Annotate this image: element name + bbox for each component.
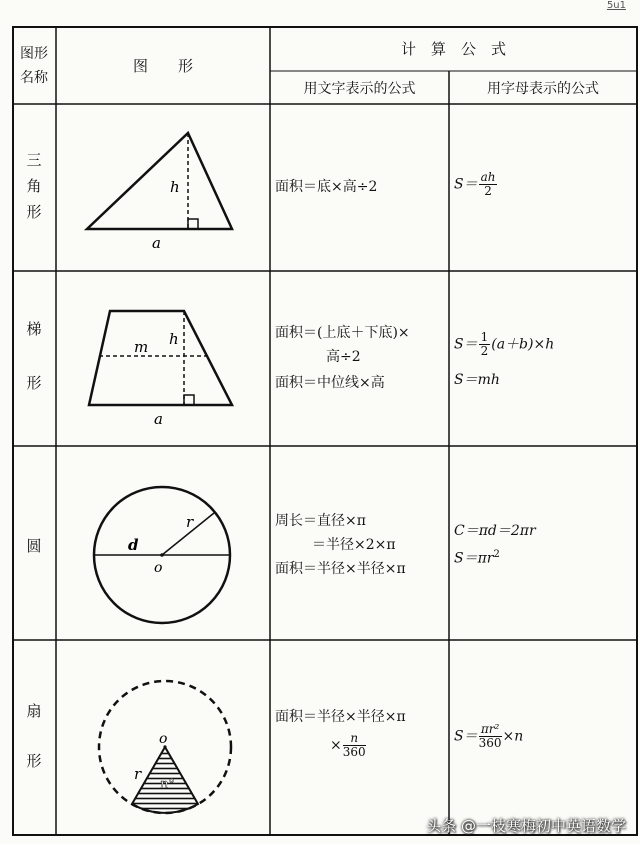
trapezoid-letter-lhs: S＝ bbox=[454, 336, 478, 353]
trapezoid-letter-rest: (a＋b)×h bbox=[491, 336, 555, 353]
trapezoid-text-line3: 面积＝中位线×高 bbox=[275, 375, 385, 391]
triangle-name-char1: 三 bbox=[26, 151, 42, 169]
triangle-label-h: h bbox=[170, 178, 180, 196]
trapezoid-text-line1: 面积＝(上底＋下底)× bbox=[275, 325, 410, 341]
sector-figure bbox=[90, 666, 250, 818]
formula-table bbox=[12, 26, 638, 836]
sector-name-char1: 扇 bbox=[26, 702, 42, 720]
triangle-frac-den: 2 bbox=[484, 184, 492, 198]
page-number: 5u1 bbox=[606, 0, 626, 11]
row-name-triangle bbox=[12, 126, 56, 246]
trapezoid-label-h: h bbox=[169, 330, 179, 348]
sector-letter-frac-den: 360 bbox=[478, 736, 502, 750]
row-name-circle bbox=[12, 526, 56, 566]
sector-label-o: o bbox=[159, 731, 168, 747]
trapezoid-letter-frac bbox=[479, 331, 491, 358]
circle-text-line2: ＝半径×2×π bbox=[312, 537, 396, 553]
circle-text-line1: 周长＝直径×π bbox=[275, 513, 366, 529]
triangle-label-a: a bbox=[152, 234, 161, 251]
header-figure-col: 图 形 bbox=[132, 56, 193, 75]
circle-letter-sup: 2 bbox=[493, 549, 500, 560]
sector-letter-frac bbox=[479, 723, 502, 750]
circle-name-char1: 圆 bbox=[26, 537, 42, 555]
circle-label-o: o bbox=[154, 560, 163, 576]
circle-figure bbox=[90, 483, 240, 635]
header-letter-formula: 用字母表示的公式 bbox=[487, 80, 599, 97]
trapezoid-frac-den: 2 bbox=[480, 344, 489, 358]
trapezoid-name-char1: 梯 bbox=[26, 320, 42, 338]
triangle-letter-frac bbox=[479, 171, 498, 198]
triangle-text-formula: 面积＝底×高÷2 bbox=[275, 179, 378, 195]
triangle-letter-lhs: S＝ bbox=[454, 176, 478, 193]
trapezoid-label-a: a bbox=[154, 410, 163, 428]
triangle-name-char2: 角 bbox=[26, 177, 42, 195]
sector-letter-frac-num: πr² bbox=[479, 723, 502, 737]
triangle-figure bbox=[82, 126, 242, 251]
row-name-sector bbox=[12, 686, 56, 786]
sector-text-frac-num: n bbox=[343, 732, 366, 746]
triangle-letter-formula bbox=[454, 171, 498, 198]
sector-text-times: × bbox=[330, 737, 342, 754]
row-name-trapezoid bbox=[12, 301, 56, 411]
header-formulas: 计 算 公 式 bbox=[400, 40, 506, 58]
circle-text-line3: 面积＝半径×半径×π bbox=[275, 561, 406, 577]
sector-text-frac bbox=[343, 732, 366, 759]
sector-text-frac-den: 360 bbox=[342, 745, 366, 759]
sector-letter-formula bbox=[454, 723, 523, 750]
header-text-formula: 用文字表示的公式 bbox=[303, 80, 416, 97]
triangle-frac-num: ah bbox=[480, 170, 496, 184]
watermark: 头条 @一枝寒梅初中英语数学 bbox=[426, 817, 626, 835]
trapezoid-name-char2: 形 bbox=[26, 374, 42, 392]
sector-text-line2 bbox=[330, 732, 367, 759]
trapezoid-frac-num: 1 bbox=[480, 330, 489, 344]
trapezoid-figure bbox=[82, 304, 242, 429]
trapezoid-text-line2: 高÷2 bbox=[326, 349, 361, 365]
circle-label-r: r bbox=[186, 513, 194, 531]
triangle-name-char3: 形 bbox=[26, 203, 42, 221]
header-name-line2: 名称 bbox=[20, 70, 48, 86]
circle-letter-formula1: C＝πd＝2πr bbox=[454, 523, 536, 539]
header-name-line1: 图形 bbox=[20, 46, 48, 62]
trapezoid-label-m: m bbox=[134, 338, 149, 356]
sector-letter-lhs: S＝ bbox=[454, 728, 478, 745]
circle-letter-formula2 bbox=[454, 544, 500, 570]
sector-text-line1: 面积＝半径×半径×π bbox=[275, 709, 406, 725]
trapezoid-letter-formula1 bbox=[454, 331, 554, 358]
sector-label-n: n° bbox=[160, 777, 175, 792]
sector-letter-rest: ×n bbox=[502, 728, 524, 745]
circle-letter-lhs: S＝πr bbox=[454, 550, 494, 567]
trapezoid-letter-formula2: S＝mh bbox=[454, 372, 500, 388]
circle-label-d: d bbox=[128, 536, 139, 554]
sector-label-r: r bbox=[134, 765, 142, 783]
sector-name-char2: 形 bbox=[26, 752, 42, 770]
header-name-col bbox=[12, 34, 56, 98]
